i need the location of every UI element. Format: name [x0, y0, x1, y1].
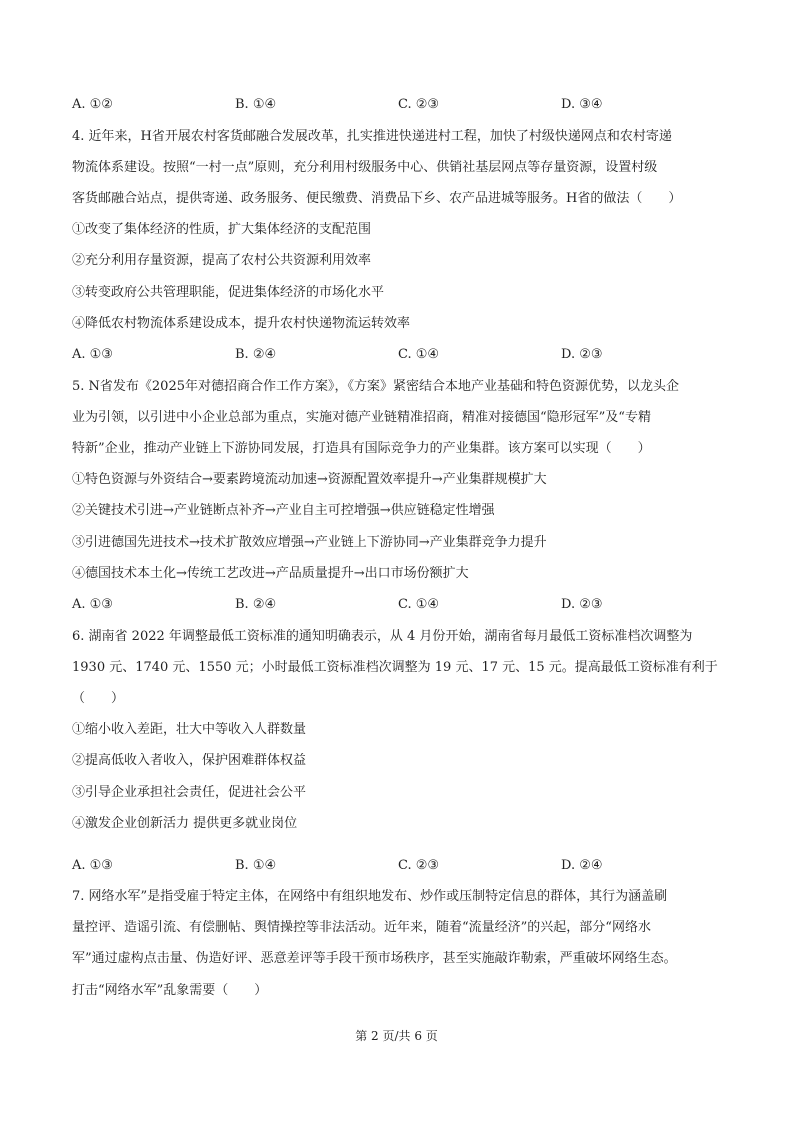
q4-stem-line: 4. 近年来，H省开展农村客货邮融合发展改革，扎实推进快递进村工程，加快了村级快递网点和农村寄递: [72, 129, 672, 144]
q5-stem-line: 特新”企业，推动产业链上下游协同发展，打造具有国际竞争力的产业集群。该方案可以实现（ ）: [72, 441, 651, 456]
q6-option-d: D. ②④: [561, 858, 603, 873]
q4-item-3: ③转变政府公共管理职能，促进集体经济的市场化水平: [72, 285, 385, 300]
q6-option-b: B. ①④: [235, 858, 277, 873]
q5-option-a: A. ①③: [72, 597, 113, 612]
q7-stem-line: 7. 网络水军”是指受雇于特定主体，在网络中有组织地发布、炒作或压制特定信息的群体，其行为涵盖刷: [72, 889, 668, 904]
q5-option-d: D. ②③: [561, 597, 603, 612]
q6-option-a: A. ①③: [72, 858, 113, 873]
q3-options: [72, 97, 722, 113]
q4-stem-line: 客货邮融合站点，提供寄递、政务服务、便民缴费、消费品下乡、农产品进城等服务。H省的做法（ ）: [72, 191, 682, 206]
q6-item-2: ②提高低收入者收入，保护困难群体权益: [72, 753, 307, 768]
q7-stem-line: 打击“网络水军”乱象需要（ ）: [72, 983, 268, 998]
q6-options: [72, 858, 722, 874]
q6-item-4: ④激发企业创新活力 提供更多就业岗位: [72, 816, 298, 831]
q5-item-1: ①特色资源与外资结合→要素跨境流动加速→资源配置效率提升→产业集群规模扩大: [72, 472, 547, 487]
q4-stem-line: 物流体系建设。按照“一村一点”原则，充分利用村级服务中心、供销社基层网点等存量资源，设置村级: [72, 160, 658, 175]
q7-stem-line: 军”通过虚构点击量、伪造好评、恶意差评等手段干预市场秩序，甚至实施敲诈勒索，严重破坏网络生态。: [72, 951, 677, 966]
q5-option-b: B. ②④: [235, 597, 277, 612]
q6-item-1: ①缩小收入差距，壮大中等收入人群数量: [72, 722, 307, 737]
q6-option-c: C. ②③: [398, 858, 440, 873]
q3-option-c: C. ②③: [398, 97, 440, 112]
q7-stem-line: 量控评、造谣引流、有偿删帖、舆情操控等非法活动。近年来，随着“流量经济”的兴起，部分“网络水: [72, 920, 651, 935]
q4-options: [72, 347, 722, 363]
q4-option-c: C. ①④: [398, 347, 440, 362]
q5-option-c: C. ①④: [398, 597, 440, 612]
q5-item-4: ④德国技术本土化→传统工艺改进→产品质量提升→出口市场份额扩大: [72, 566, 469, 581]
q3-option-a: A. ①②: [72, 97, 113, 112]
q4-option-a: A. ①③: [72, 347, 113, 362]
q5-item-3: ③引进德国先进技术→技术扩散效应增强→产业链上下游协同→产业集群竞争力提升: [72, 535, 547, 550]
q4-option-d: D. ②③: [561, 347, 603, 362]
q4-item-4: ④降低农村物流体系建设成本，提升农村快递物流运转效率: [72, 316, 411, 331]
q6-item-3: ③引导企业承担社会责任，促进社会公平: [72, 785, 307, 800]
q6-stem-line: 6. 湖南省 2022 年调整最低工资标准的通知明确表示，从 4 月份开始，湖南省每月最低工资标准档次调整为: [72, 629, 693, 644]
q4-item-2: ②充分利用存量资源，提高了农村公共资源利用效率: [72, 253, 372, 268]
q5-stem-line: 5. N省发布《2025年对德招商合作工作方案》，《方案》紧密结合本地产业基础和特色资源优势，以龙头企: [72, 379, 679, 394]
q4-item-1: ①改变了集体经济的性质，扩大集体经济的支配范围: [72, 222, 372, 237]
q4-option-b: B. ②④: [235, 347, 277, 362]
q5-item-2: ②关键技术引进→产业链断点补齐→产业自主可控增强→供应链稳定性增强: [72, 503, 495, 518]
q5-options: [72, 597, 722, 613]
q3-option-b: B. ①④: [235, 97, 277, 112]
q5-stem-line: 业为引领，以引进中小企业总部为重点，实施对德产业链精准招商，精准对接德国“隐形冠军”及“专精: [72, 410, 651, 425]
q3-option-d: D. ③④: [561, 97, 603, 112]
page-number: 第 2 页/共 6 页: [355, 1029, 438, 1043]
q6-stem-line: 1930 元、1740 元、1550 元；小时最低工资标准档次调整为 19 元、17 元、15 元。提高最低工资标准有利于: [72, 660, 718, 675]
q6-stem-line: （ ）: [72, 691, 125, 706]
